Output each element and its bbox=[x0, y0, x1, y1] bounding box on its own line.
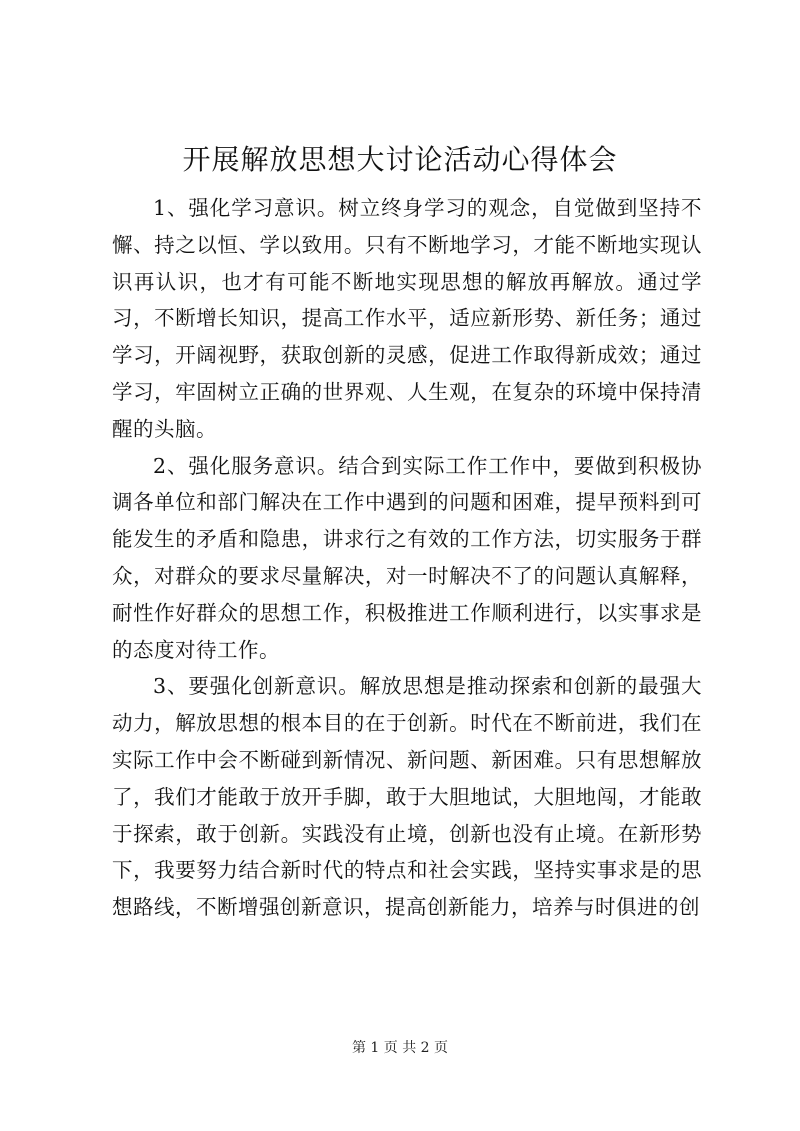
paragraph-1: 1、强化学习意识。树立终身学习的观念，自觉做到坚持不懈、持之以恒、学以致用。只有不断地学习，才能不断地实现认识再认识，也才有可能不断地实现思想的解放再解放。通过学习，不断增长知识，提高工作水平，适应新形势、新任务；通过学习，开阔视野，获取创新的灵感，促进工作取得新成效；通过学习，牢固树立正确的世界观、人生观，在复杂的环境中保持清醒的头脑。 bbox=[112, 196, 702, 441]
document-title: 开展解放思想大讨论活动心得体会 bbox=[182, 143, 618, 176]
paragraph-2: 2、强化服务意识。结合到实际工作工作中，要做到积极协调各单位和部门解决在工作中遇到的问题和困难，提早预料到可能发生的矛盾和隐患，讲求行之有效的工作方法，切实服务于群众，对群众的要求尽量解决，对一时解决不了的问题认真解释，耐性作好群众的思想工作，积极推进工作顺利进行，以实事求是的态度对待工作。 bbox=[112, 453, 702, 662]
document-body bbox=[112, 190, 702, 926]
page-number-footer: 第 1 页 共 2 页 bbox=[351, 1040, 449, 1056]
paragraph-3: 3、要强化创新意识。解放思想是推动探索和创新的最强大动力，解放思想的根本目的在于创新。时代在不断前进，我们在实际工作中会不断碰到新情况、新问题、新困难。只有思想解放了，我们才能敢于放开手脚，敢于大胆地试，大胆地闯，才能敢于探索，敢于创新。实践没有止境，创新也没有止境。在新形势下，我要努力结合新时代的特点和社会实践，坚持实事求是的思想路线，不断增强创新意识，提高创新能力，培养与时俱进的创 bbox=[112, 674, 702, 920]
